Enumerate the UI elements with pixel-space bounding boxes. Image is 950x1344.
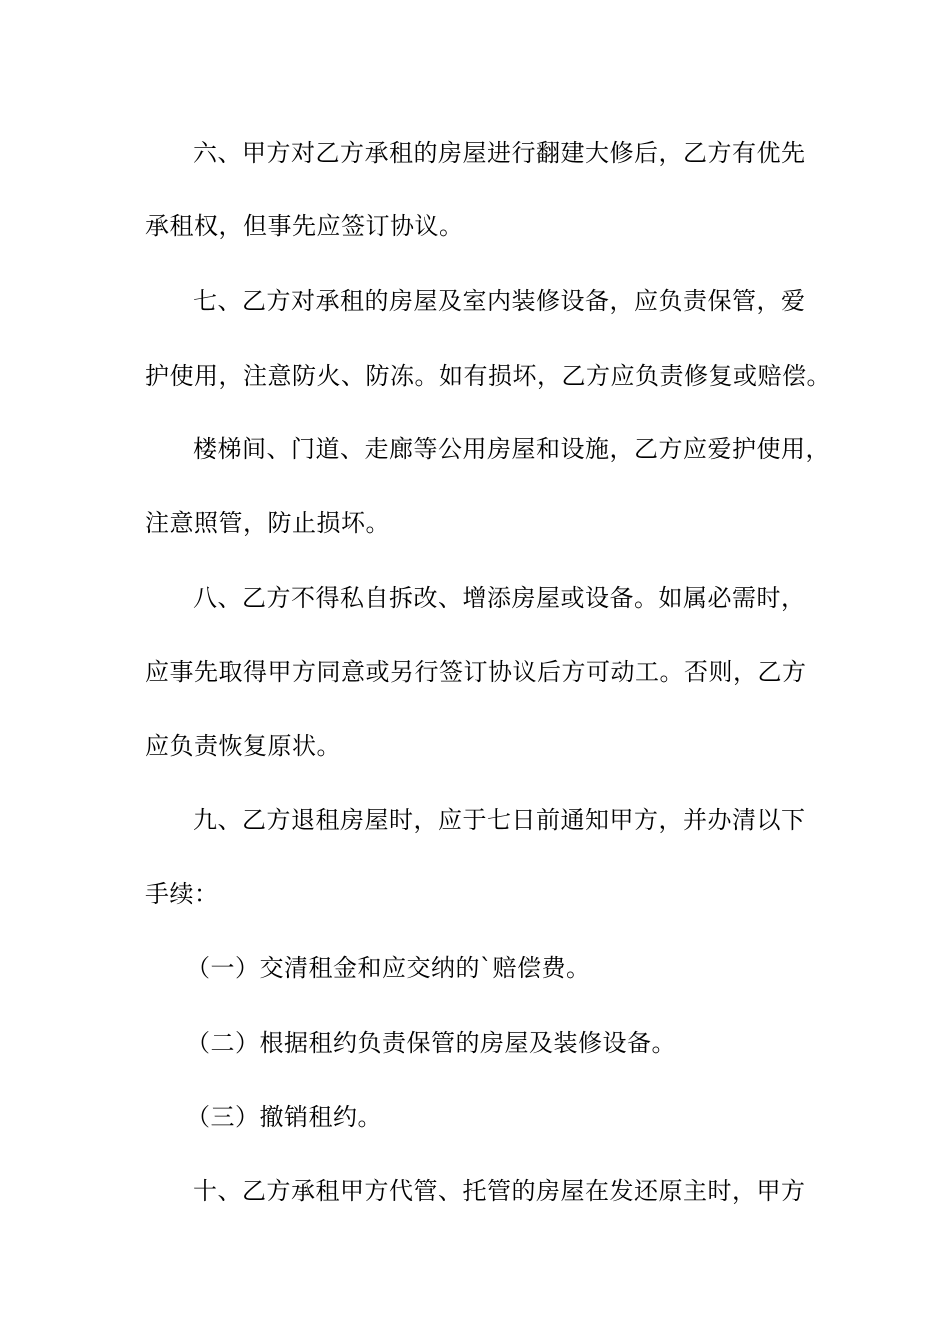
clause-6-line-1: 六、甲方对乙方承租的房屋进行翻建大修后，乙方有优先 <box>193 139 806 167</box>
clause-9-item-3: （三）撤销租约。 <box>186 1103 382 1131</box>
clause-7-paragraph-2-line-1: 楼梯间、门道、走廊等公用房屋和设施，乙方应爱护使用， <box>193 435 830 463</box>
clause-8-line-3: 应负责恢复原状。 <box>145 732 341 760</box>
clause-7-line-2: 护使用，注意防火、防冻。如有损坏，乙方应负责修复或赔偿。 <box>145 362 831 390</box>
clause-9-line-1: 九、乙方退租房屋时，应于七日前通知甲方，并办清以下 <box>193 806 806 834</box>
clause-10-line-1: 十、乙方承租甲方代管、托管的房屋在发还原主时，甲方 <box>193 1177 806 1205</box>
clause-7-line-1: 七、乙方对承租的房屋及室内装修设备，应负责保管，爱 <box>193 287 806 315</box>
clause-7-paragraph-2-line-2: 注意照管，防止损坏。 <box>145 509 390 537</box>
clause-8-line-1: 八、乙方不得私自拆改、增添房屋或设备。如属必需时， <box>193 584 806 612</box>
clause-8-line-2: 应事先取得甲方同意或另行签订协议后方可动工。否则，乙方 <box>145 658 807 686</box>
clause-9-item-2: （二）根据租约负责保管的房屋及装修设备。 <box>186 1029 676 1057</box>
clause-9-item-1: （一）交清租金和应交纳的`赔偿费。 <box>186 954 591 982</box>
clause-9-line-2: 手续： <box>145 880 219 908</box>
clause-6-line-2: 承租权，但事先应签订协议。 <box>145 212 464 240</box>
